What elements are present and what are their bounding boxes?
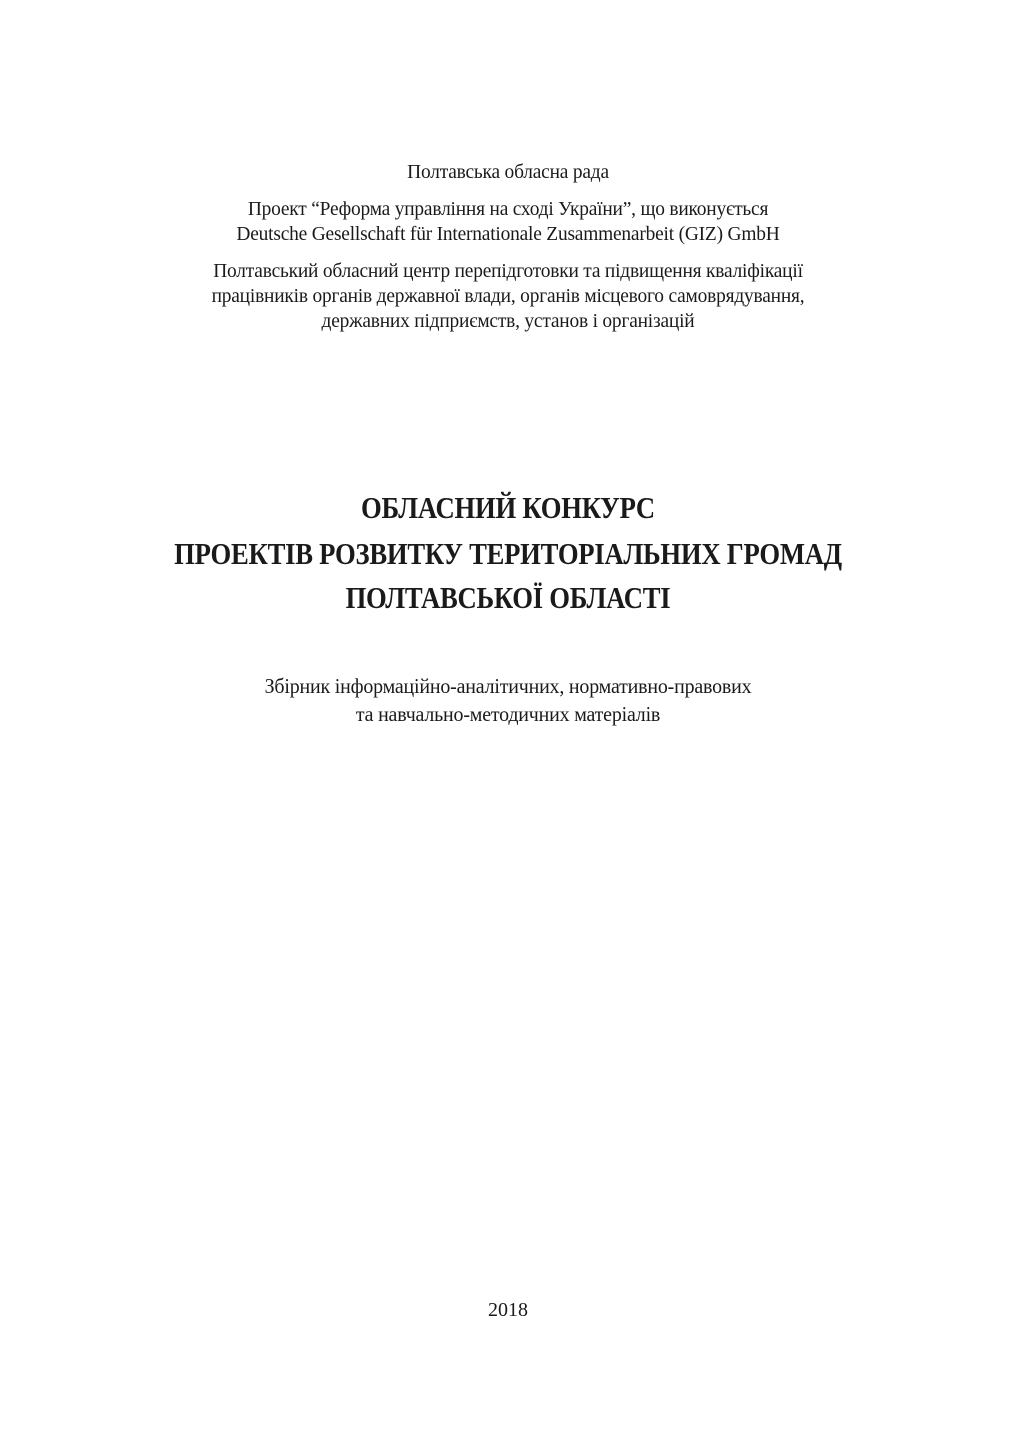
main-title-line-3: ПОЛТАВСЬКОЇ ОБЛАСТІ: [345, 580, 671, 615]
subtitle-line-2: та навчально-методичних матеріалів: [355, 702, 661, 726]
center-name-line-2: працівників органів державної влади, органів місцевого самоврядування,: [211, 285, 805, 307]
project-name-line-1: Проект “Реформа управління на сході України”, що виконується: [247, 198, 769, 220]
subtitle-line-1: Збірник інформаційно-аналітичних, нормативно-правових: [264, 674, 752, 698]
main-title-line-2: ПРОЕКТІВ РОЗВИТКУ ТЕРИТОРІАЛЬНИХ ГРОМАД: [174, 536, 842, 571]
council-name: Полтавська обласна рада: [407, 161, 609, 183]
main-title-line-1: ОБЛАСНИЙ КОНКУРС: [361, 490, 655, 525]
center-name-line-1: Полтавський обласний центр перепідготовки та підвищення кваліфікації: [213, 260, 803, 282]
publication-year: 2018: [488, 1299, 528, 1321]
project-name-line-2: Deutsche Gesellschaft für Internationale Zusammenarbeit (GIZ) GmbH: [236, 223, 780, 245]
center-name-line-3: державних підприємств, установ і організацій: [321, 310, 695, 332]
